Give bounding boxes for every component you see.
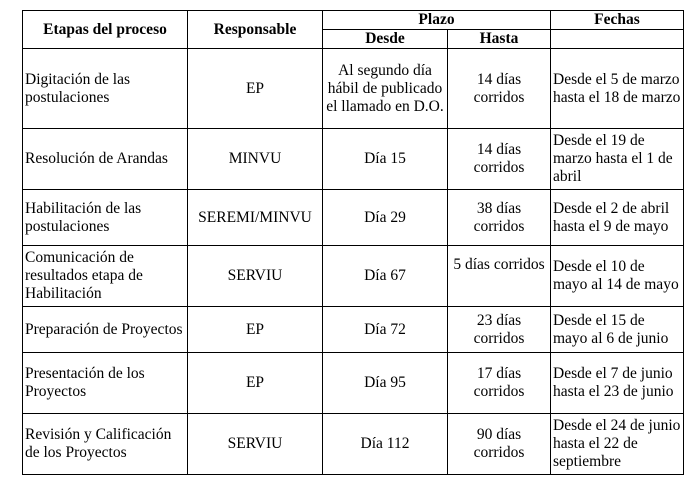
- dates-cell: Desde el 15 de mayo al 6 de junio: [551, 307, 684, 353]
- from-cell: Día 95: [323, 353, 448, 414]
- table-row: [23, 307, 684, 353]
- header-from: Desde: [323, 30, 448, 49]
- header-stage: Etapas del proceso: [23, 11, 188, 49]
- responsible-cell: SEREMI/MINVU: [188, 190, 323, 246]
- header-term: Plazo: [323, 11, 551, 30]
- responsible-cell: SERVIU: [188, 414, 323, 475]
- stage-cell: Resolución de Arandas: [23, 129, 188, 190]
- until-cell: 90 días corridos: [448, 414, 551, 475]
- table-row: [23, 129, 684, 190]
- until-cell: 23 días corridos: [448, 307, 551, 353]
- table-row: [23, 190, 684, 246]
- header-until: Hasta: [448, 30, 551, 49]
- from-cell: Día 112: [323, 414, 448, 475]
- dates-cell: Desde el 24 de junio hasta el 22 de septiembre: [551, 414, 684, 475]
- responsible-cell: EP: [188, 49, 323, 129]
- stage-cell: Revisión y Calificación de los Proyectos: [23, 414, 188, 475]
- dates-cell: Desde el 2 de abril hasta el 9 de mayo: [551, 190, 684, 246]
- until-cell: 17 días corridos: [448, 353, 551, 414]
- table-row: [23, 246, 684, 307]
- until-cell: 5 días corridos: [448, 246, 551, 307]
- responsible-cell: MINVU: [188, 129, 323, 190]
- from-cell: Día 67: [323, 246, 448, 307]
- stage-cell: Digitación de las postulaciones: [23, 49, 188, 129]
- schedule-table: [22, 10, 684, 475]
- until-cell: 14 días corridos: [448, 49, 551, 129]
- until-cell: 38 días corridos: [448, 190, 551, 246]
- dates-cell: Desde el 5 de marzo hasta el 18 de marzo: [551, 49, 684, 129]
- from-cell: Al segundo día hábil de publicado el llamado en D.O.: [323, 49, 448, 129]
- header-dates-empty: [551, 30, 684, 49]
- header-responsible: Responsable: [188, 11, 323, 49]
- dates-cell: Desde el 10 de mayo al 14 de mayo: [551, 246, 684, 307]
- stage-cell: Comunicación de resultados etapa de Habilitación: [23, 246, 188, 307]
- stage-cell: Preparación de Proyectos: [23, 307, 188, 353]
- table-row: [23, 414, 684, 475]
- stage-cell: Habilitación de las postulaciones: [23, 190, 188, 246]
- from-cell: Día 29: [323, 190, 448, 246]
- stage-cell: Presentación de los Proyectos: [23, 353, 188, 414]
- responsible-cell: SERVIU: [188, 246, 323, 307]
- dates-cell: Desde el 19 de marzo hasta el 1 de abril: [551, 129, 684, 190]
- header-dates: Fechas: [551, 11, 684, 30]
- table-row: [23, 49, 684, 129]
- until-cell: 14 días corridos: [448, 129, 551, 190]
- from-cell: Día 15: [323, 129, 448, 190]
- table-row: [23, 353, 684, 414]
- responsible-cell: EP: [188, 353, 323, 414]
- from-cell: Día 72: [323, 307, 448, 353]
- dates-cell: Desde el 7 de junio hasta el 23 de junio: [551, 353, 684, 414]
- responsible-cell: EP: [188, 307, 323, 353]
